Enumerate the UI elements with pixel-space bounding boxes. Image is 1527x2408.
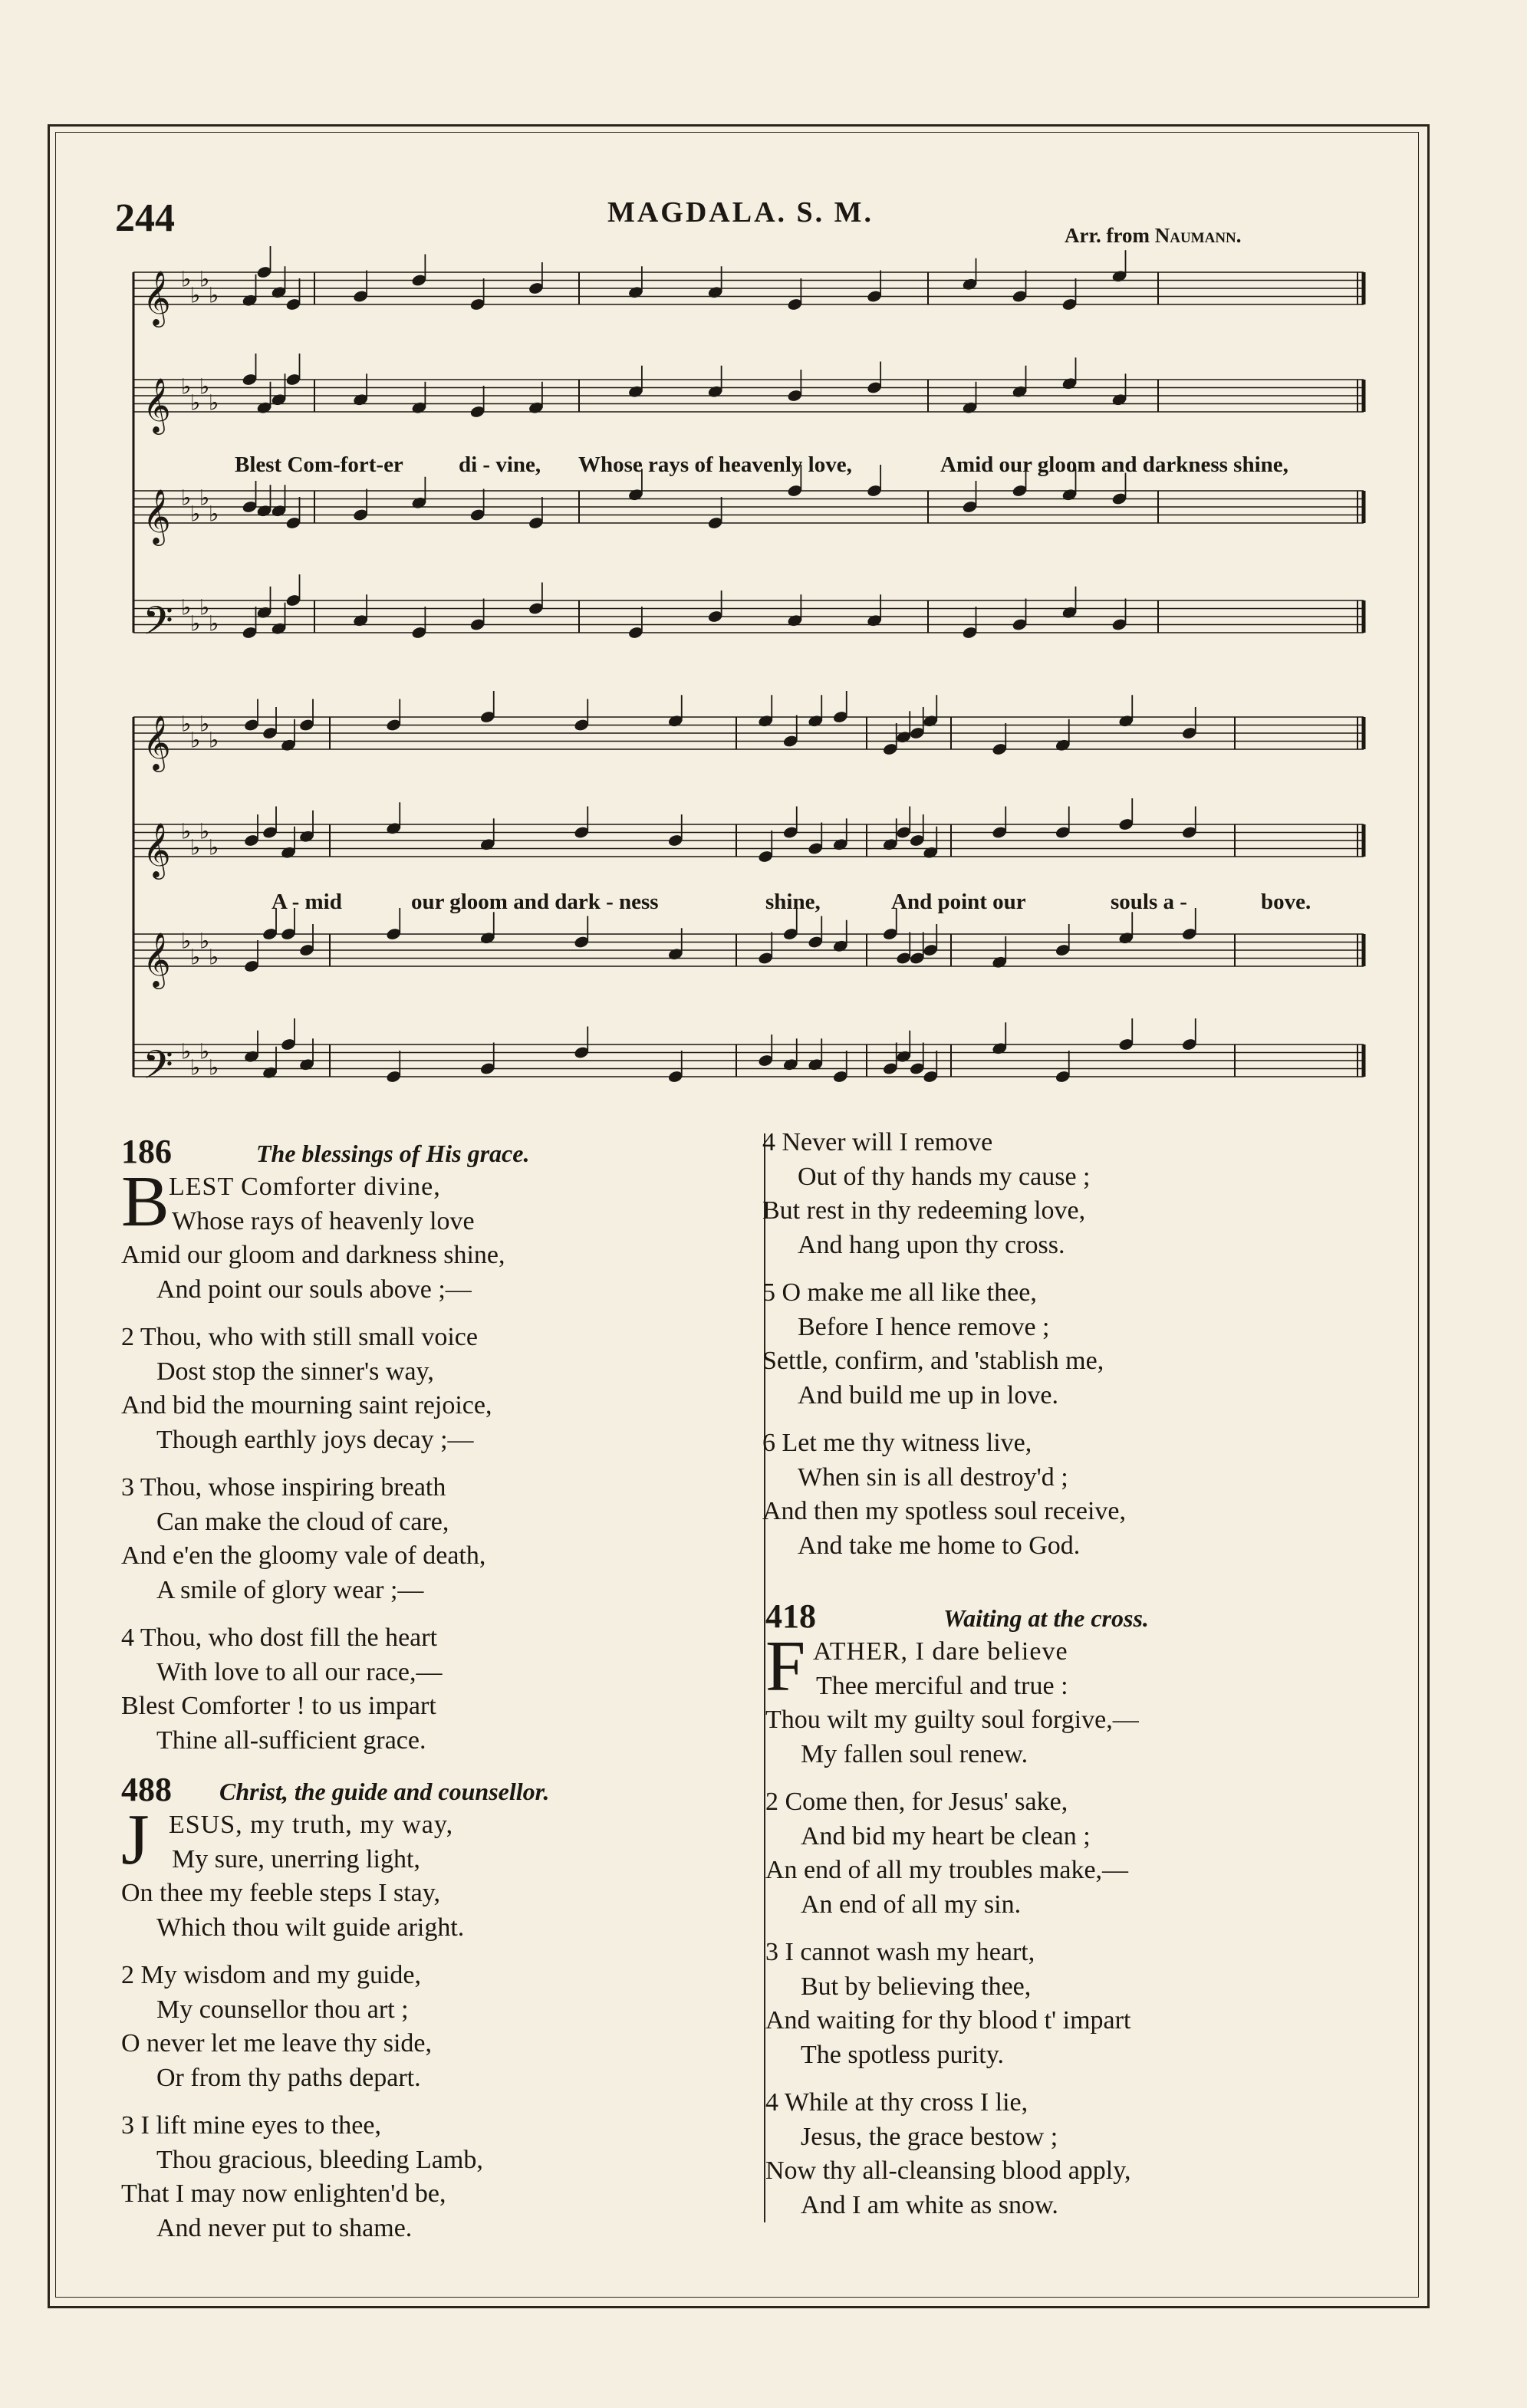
sheet-music: [0, 0, 1527, 1104]
flat-icon: ♭: [181, 818, 192, 844]
verse-line: 4 Never will I remove: [762, 1128, 993, 1156]
lyric-phrase: Amid our gloom and darkness shine,: [940, 452, 1288, 477]
verse-line: Which thou wilt guide aright.: [156, 1913, 465, 1942]
flat-icon: ♭: [199, 594, 210, 620]
verse-line: 2 Come then, for Jesus' sake,: [765, 1788, 1068, 1816]
verse-line: And hang upon thy cross.: [798, 1230, 1065, 1259]
lyric-phrase: souls a -: [1111, 890, 1187, 914]
lyric-phrase: our gloom and dark - ness: [411, 890, 659, 914]
verse-line: Out of thy hands my cause ;: [798, 1162, 1091, 1191]
flat-icon: ♭: [181, 1038, 192, 1064]
lyric-phrase: shine,: [765, 890, 821, 914]
hymn-488-continued: [762, 1126, 1422, 1577]
verse-line: An end of all my sin.: [801, 1890, 1022, 1919]
verse-line: LEST Comforter divine,: [169, 1173, 441, 1201]
bass-clef-icon: 𝄢: [143, 1041, 173, 1097]
verse-3: [765, 1936, 1425, 2072]
flat-icon: ♭: [190, 834, 201, 860]
lyric-phrase: bove.: [1261, 890, 1311, 914]
verse-line: 3 Thou, whose inspiring breath: [121, 1473, 446, 1502]
verse-line: And bid the mourning saint rejoice,: [121, 1391, 492, 1419]
flat-icon: ♭: [181, 266, 192, 292]
verse-line: Thou gracious, bleeding Lamb,: [156, 2145, 483, 2174]
verse-line: With love to all our race,—: [156, 1657, 443, 1686]
flat-icon: ♭: [209, 390, 219, 416]
lyric-phrase: Blest Com-fort-er: [235, 452, 403, 477]
verse-3: [121, 1471, 781, 1607]
hymn-number: 186: [121, 1133, 172, 1170]
verse-line: But by believing thee,: [801, 1972, 1032, 2001]
verse-2: [121, 1321, 781, 1457]
arranger-prefix: Arr. from: [1065, 224, 1155, 247]
verse-line: Thee merciful and true :: [816, 1671, 1068, 1700]
treble-clef-icon: 𝄞: [143, 821, 171, 877]
verse-line: Thine all-sufficient grace.: [156, 1725, 426, 1755]
verse-line: And point our souls above ;—: [156, 1275, 472, 1304]
hymn-subtitle: Christ, the guide and counsellor.: [219, 1778, 550, 1805]
verse-line: 2 My wisdom and my guide,: [121, 1961, 421, 1989]
verse-line: Or from thy paths depart.: [156, 2063, 421, 2092]
hymn-subtitle: Waiting at the cross.: [943, 1604, 1149, 1632]
verse-line: And bid my heart be clean ;: [801, 1821, 1091, 1850]
flat-icon: ♭: [199, 711, 210, 737]
verse-line: ESUS, my truth, my way,: [169, 1811, 454, 1839]
treble-clef-icon: 𝄞: [143, 377, 171, 433]
flat-icon: ♭: [190, 282, 201, 308]
lyric-phrase: Whose rays of heavenly love,: [578, 452, 852, 477]
treble-clef-icon: 𝄞: [143, 269, 171, 325]
verse-line: A smile of glory wear ;—: [156, 1575, 424, 1604]
verse-line: And I am white as snow.: [801, 2190, 1058, 2219]
treble-clef-icon: 𝄞: [143, 931, 171, 987]
verse-line: Thou wilt my guilty soul forgive,—: [765, 1706, 1139, 1734]
verse-1: [765, 1627, 1425, 1771]
flat-icon: ♭: [190, 727, 201, 753]
flat-icon: ♭: [181, 373, 192, 400]
tune-title: MAGDALA. S. M.: [607, 196, 874, 229]
arranger-name: Naumann.: [1154, 224, 1242, 247]
flat-icon: ♭: [209, 1054, 219, 1081]
verse-line: Whose rays of heavenly love: [172, 1206, 475, 1235]
verse-line: But rest in thy redeeming love,: [762, 1196, 1086, 1225]
drop-cap: B: [121, 1162, 169, 1242]
verse-1: [121, 1800, 781, 1945]
treble-clef-icon: 𝄞: [143, 488, 171, 544]
flat-icon: ♭: [199, 1038, 210, 1064]
verse-line: 2 Thou, who with still small voice: [121, 1323, 478, 1351]
flat-icon: ♭: [209, 834, 219, 860]
flat-icon: ♭: [209, 944, 219, 970]
verse-line: 5 O make me all like thee,: [762, 1278, 1037, 1307]
hymn-186: [121, 1132, 781, 1771]
verse-line: The spotless purity.: [801, 2040, 1005, 2069]
flat-icon: ♭: [181, 594, 192, 620]
verse-line: O never let me leave thy side,: [121, 2029, 433, 2058]
verse-4: [765, 2086, 1425, 2222]
verse-line: And e'en the gloomy vale of death,: [121, 1541, 486, 1570]
flat-icon: ♭: [190, 390, 201, 416]
hymn-488: [121, 1770, 781, 2259]
verse-line: 3 I lift mine eyes to thee,: [121, 2111, 381, 2140]
verse-line: And then my spotless soul receive,: [762, 1497, 1127, 1525]
verse-line: My counsellor thou art ;: [156, 1995, 409, 2024]
verse-line: When sin is all destroy'd ;: [798, 1462, 1068, 1492]
verse-line: That I may now enlighten'd be,: [121, 2179, 446, 2208]
lyric-phrase: A - mid: [272, 890, 342, 914]
flat-icon: ♭: [199, 266, 210, 292]
hymn-subtitle: The blessings of His grace.: [256, 1140, 530, 1167]
flat-icon: ♭: [181, 485, 192, 511]
verse-6: [762, 1426, 1422, 1563]
verse-line: My fallen soul renew.: [801, 1739, 1028, 1768]
flat-icon: ♭: [209, 282, 219, 308]
verse-line: Though earthly joys decay ;—: [156, 1425, 474, 1454]
verse-1: [121, 1162, 781, 1307]
verse-line: Amid our gloom and darkness shine,: [121, 1241, 505, 1269]
verse-line: 6 Let me thy witness live,: [762, 1429, 1032, 1457]
verse-line: Dost stop the sinner's way,: [156, 1357, 434, 1386]
bass-clef-icon: 𝄢: [143, 597, 173, 653]
flat-icon: ♭: [209, 501, 219, 527]
verse-line: Settle, confirm, and 'stablish me,: [762, 1347, 1104, 1375]
verse-line: And build me up in love.: [798, 1380, 1058, 1410]
flat-icon: ♭: [190, 1054, 201, 1081]
flat-icon: ♭: [199, 373, 210, 400]
flat-icon: ♭: [209, 610, 219, 637]
hymn-number: 418: [765, 1597, 816, 1635]
lyric-phrase: And point our: [891, 890, 1026, 914]
verse-5: [762, 1276, 1422, 1413]
verse-line: Before I hence remove ;: [798, 1312, 1050, 1341]
verse-line: Blest Comforter ! to us impart: [121, 1692, 436, 1720]
verse-4: [121, 1621, 781, 1758]
flat-icon: ♭: [190, 610, 201, 637]
verse-2: [121, 1959, 781, 2095]
verse-line: Jesus, the grace bestow ;: [801, 2122, 1058, 2151]
verse-line: And never put to shame.: [156, 2213, 413, 2242]
treble-clef-icon: 𝄞: [143, 714, 171, 770]
verse-2: [765, 1785, 1425, 1922]
music-system-1: [133, 246, 1364, 653]
page-number: 244: [115, 196, 175, 240]
flat-icon: ♭: [181, 711, 192, 737]
hymn-418: [765, 1597, 1425, 2236]
flat-icon: ♭: [190, 501, 201, 527]
flat-icon: ♭: [190, 944, 201, 970]
drop-cap: J: [121, 1800, 150, 1880]
verse-line: 4 Thou, who dost fill the heart: [121, 1623, 438, 1652]
flat-icon: ♭: [181, 928, 192, 954]
verse-line: And take me home to God.: [798, 1531, 1081, 1560]
verse-line: 3 I cannot wash my heart,: [765, 1938, 1035, 1966]
verse-line: And waiting for thy blood t' impart: [765, 2006, 1131, 2035]
verse-line: Can make the cloud of care,: [156, 1507, 449, 1536]
verse-line: An end of all my troubles make,—: [765, 1856, 1129, 1884]
flat-icon: ♭: [209, 727, 219, 753]
hymn-number: 488: [121, 1771, 172, 1808]
drop-cap: F: [765, 1627, 806, 1706]
flat-icon: ♭: [199, 818, 210, 844]
lyric-phrase: di - vine,: [459, 452, 541, 477]
flat-icon: ♭: [199, 928, 210, 954]
verse-4: [762, 1126, 1422, 1262]
verse-line: My sure, unerring light,: [172, 1844, 420, 1873]
verse-line: Now thy all-cleansing blood apply,: [765, 2156, 1131, 2185]
verse-3: [121, 2109, 781, 2245]
verse-line: 4 While at thy cross I lie,: [765, 2088, 1028, 2117]
verse-line: On thee my feeble steps I stay,: [121, 1879, 441, 1907]
verse-line: ATHER, I dare believe: [813, 1637, 1068, 1666]
flat-icon: ♭: [199, 485, 210, 511]
